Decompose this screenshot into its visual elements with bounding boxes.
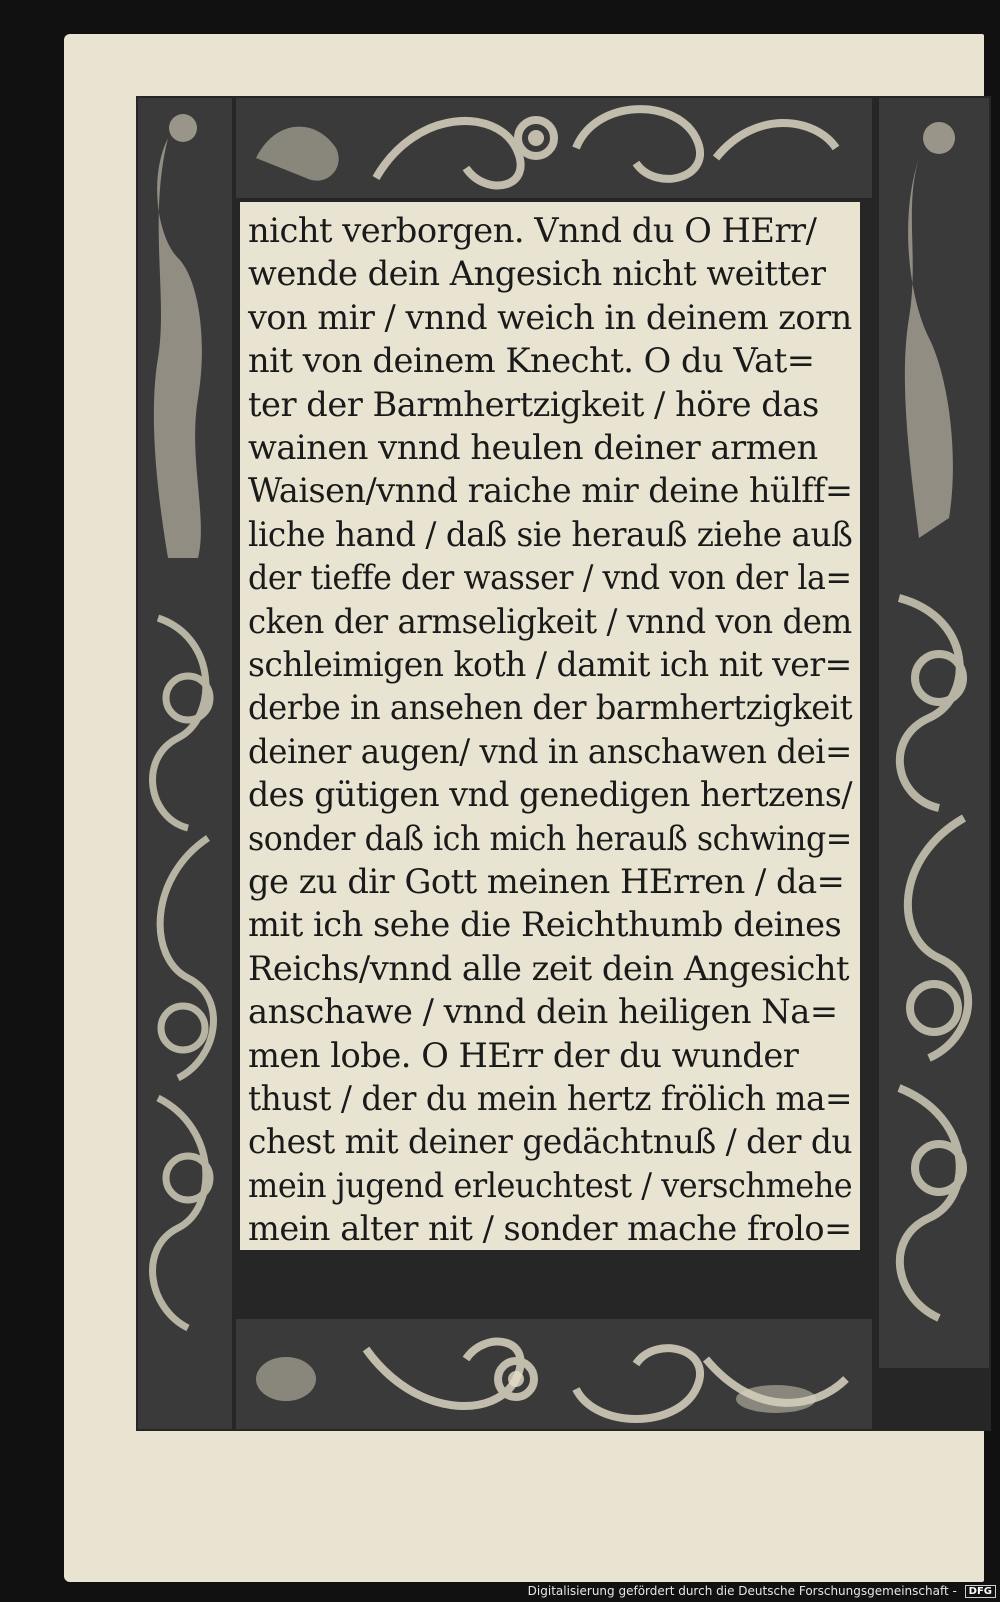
text-line: sonder daß ich mich herauß schwing=: [248, 818, 852, 859]
scroll-vine-ornament-icon: [236, 98, 872, 198]
text-line: ge zu dir Gott meinen HErren / da=: [248, 862, 845, 902]
right-border-ornament: [879, 98, 989, 1368]
text-line: der tieffe der wasser / vnd von der la=: [248, 558, 852, 599]
left-figure-ornament-icon: [138, 98, 232, 1429]
text-line: liche hand / daß sie herauß ziehe auß: [248, 514, 853, 555]
text-line: thust / der du mein hertz frölich ma=: [248, 1079, 852, 1119]
text-line: Reichs/vnnd alle zeit dein Angesicht: [248, 948, 850, 989]
text-line: des gütigen vnd genedigen hertzens/: [248, 775, 853, 816]
credit-text: Digitalisierung gefördert durch die Deutsche Forschungsgemeinschaft -: [527, 1584, 957, 1598]
bottom-border-ornament: [236, 1319, 872, 1429]
text-line: von mir / vnnd weich in deinem zorn: [248, 297, 852, 338]
text-line: nit von deinem Knecht. O du Vat=: [248, 341, 815, 382]
text-line: mein jugend erleuchtest / verschmehe: [248, 1165, 853, 1206]
text-line: wainen vnnd heulen deiner armen: [248, 428, 818, 468]
text-line: mein alter nit / sonder mache frolo=: [248, 1209, 852, 1250]
text-line: deiner augen/ vnd in anschawen dei=: [248, 731, 852, 772]
text-line: derbe in ansehen der barmhertzigkeit: [248, 688, 853, 729]
text-line: cken der armseligkeit / vnnd von dem: [248, 601, 852, 642]
blackletter-text-block: [240, 202, 860, 1250]
text-line: anschawe / vnnd dein heiligen Na=: [248, 992, 838, 1033]
digitization-credit: [528, 1584, 996, 1598]
animal-vine-ornament-icon: [236, 1319, 872, 1429]
right-figure-ornament-icon: [879, 98, 989, 1368]
text-line: chest mit deiner gedächtnuß / der du: [248, 1122, 853, 1163]
text-line: mit ich sehe die Reichthumb deines: [248, 905, 842, 946]
text-line: schleimigen koth / damit ich nit ver=: [248, 645, 852, 685]
top-border-ornament: [236, 98, 872, 198]
text-line: ter der Barmhertzigkeit / höre das: [248, 384, 819, 425]
dfg-logo: DFG: [965, 1585, 996, 1598]
text-line: men lobe. O HErr der du wunder: [248, 1035, 799, 1076]
text-line: Waisen/vnnd raiche mir deine hülff=: [248, 471, 853, 512]
text-line: wende dein Angesich nicht weitter: [248, 254, 826, 295]
text-line: nicht verborgen. Vnnd du O HErr/: [248, 211, 817, 251]
left-border-ornament: [138, 98, 232, 1429]
